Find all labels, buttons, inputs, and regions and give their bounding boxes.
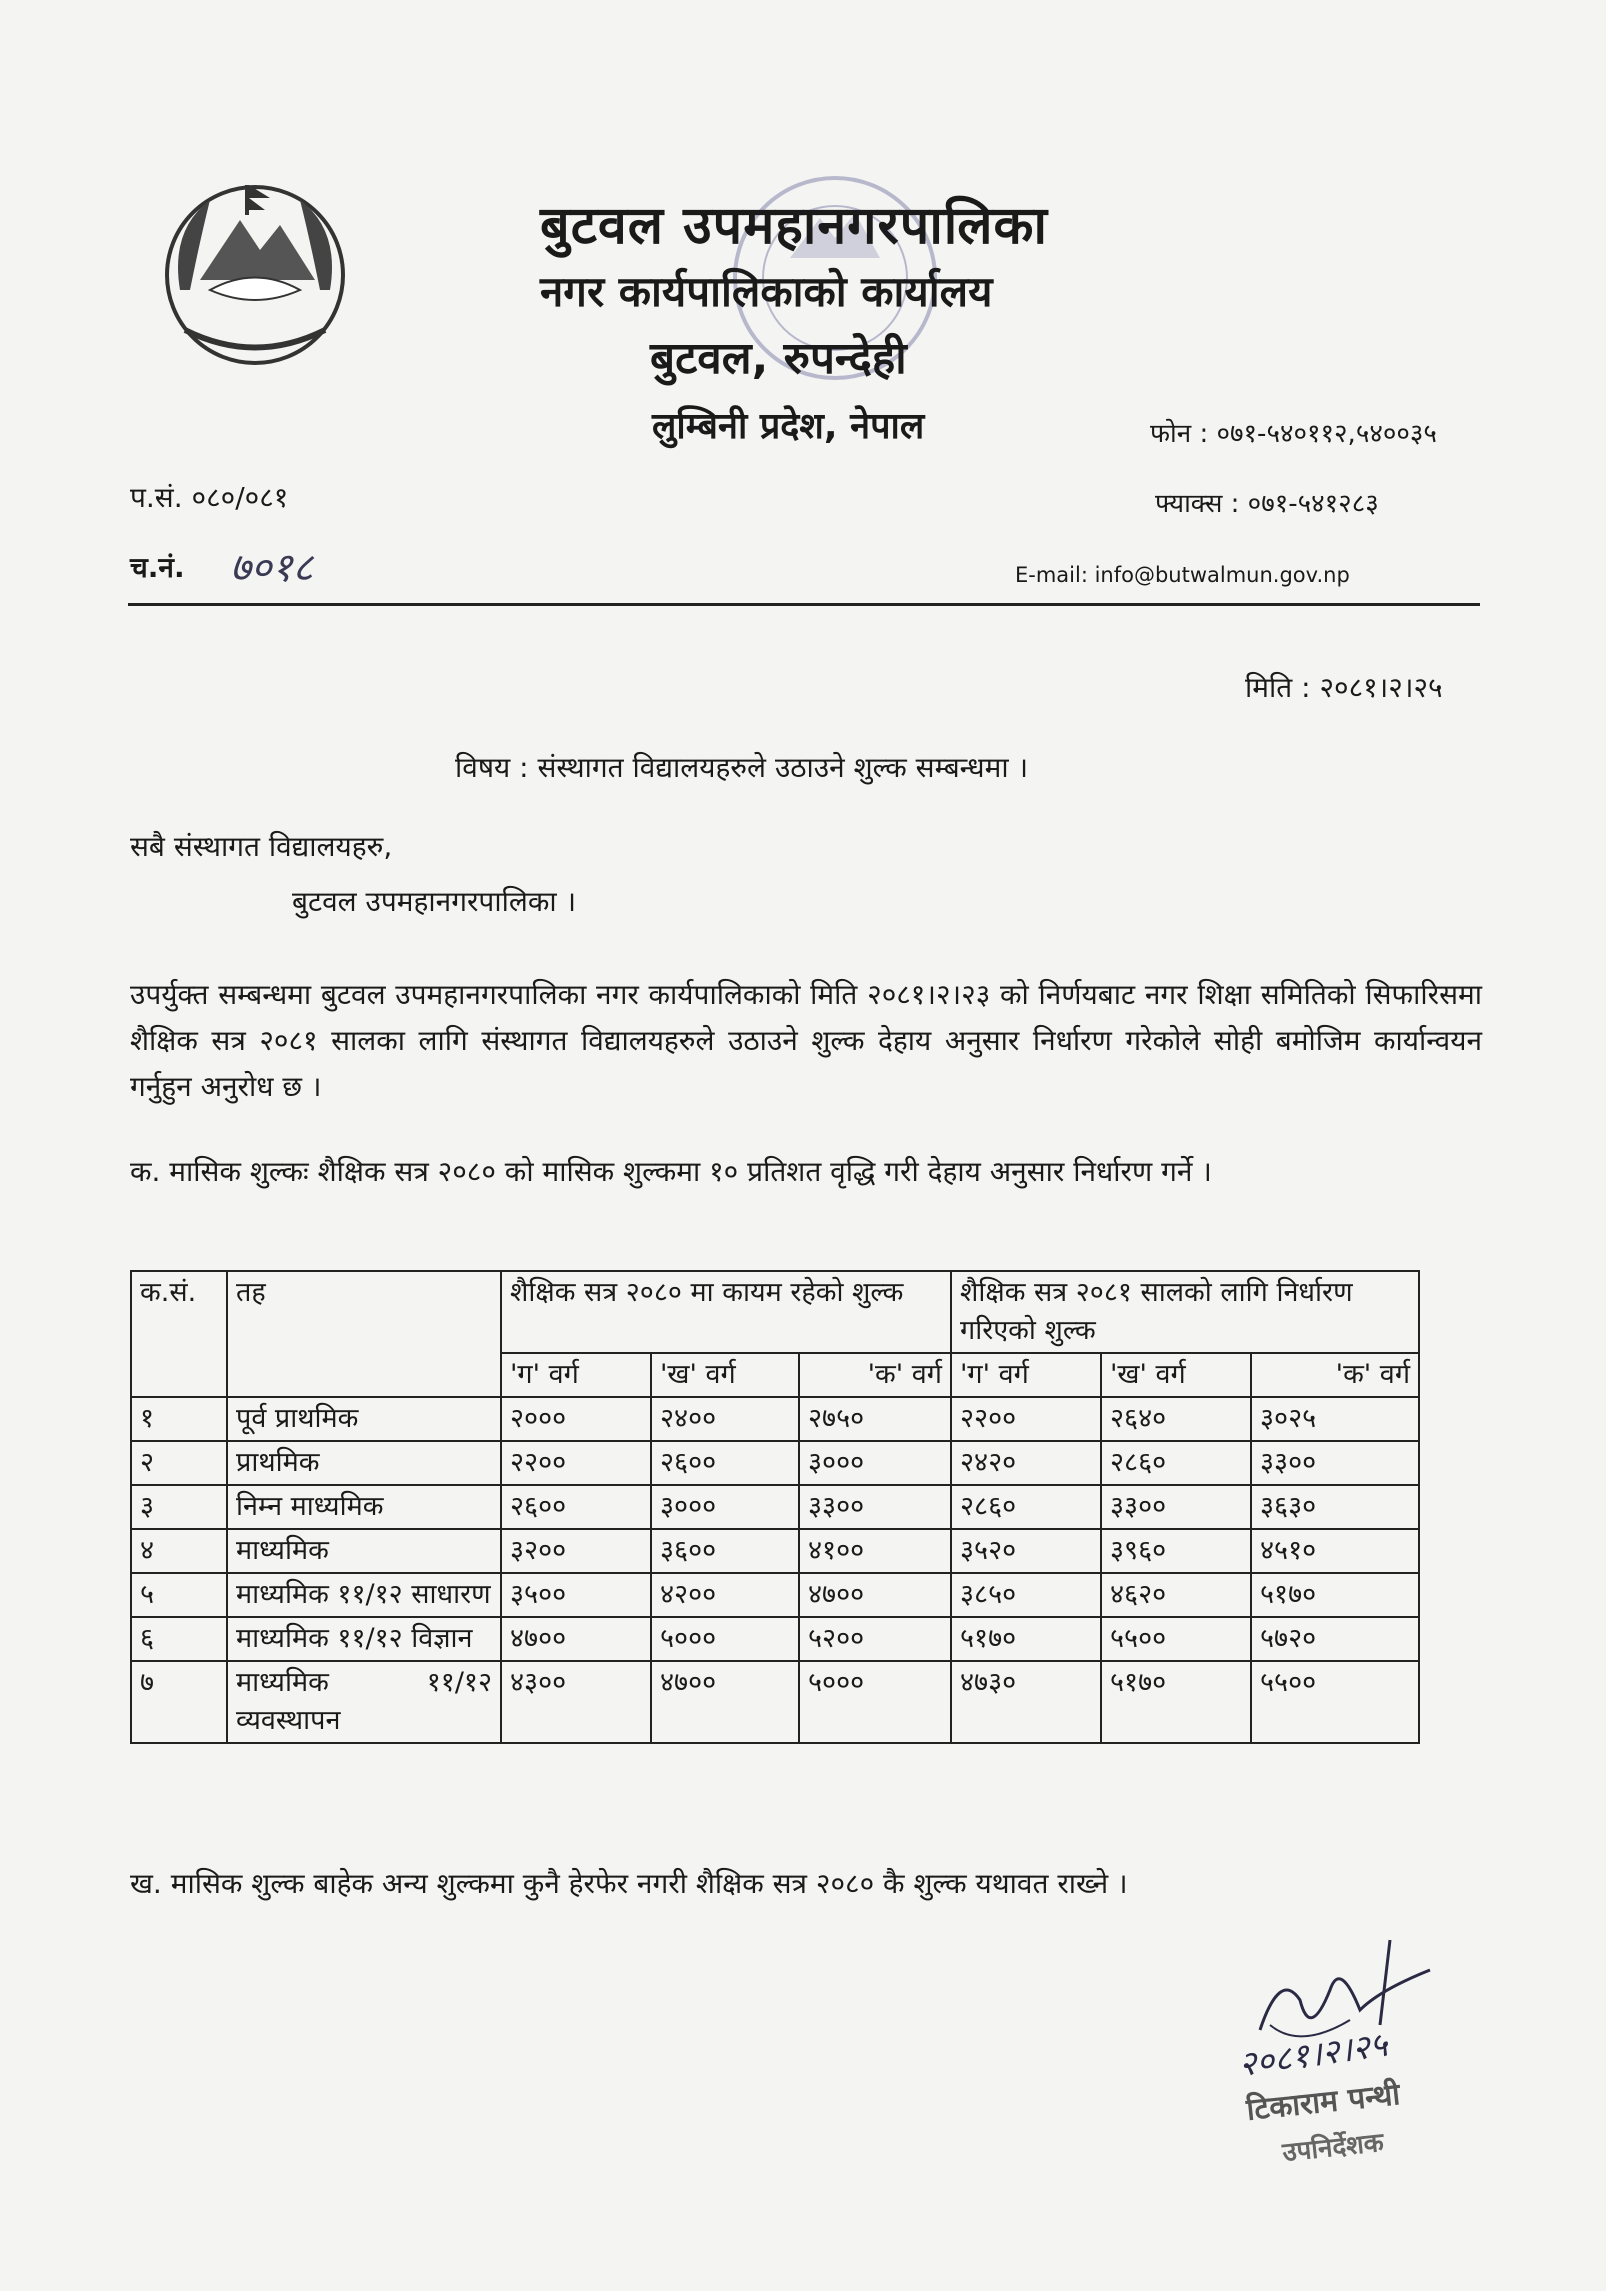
fee-cell: २८६० — [1101, 1441, 1251, 1485]
fee-cell: ५१७० — [1251, 1573, 1419, 1617]
fee-cell: ३९६० — [1101, 1529, 1251, 1573]
fee-cell: ३३०० — [1251, 1441, 1419, 1485]
fee-cell: २६०० — [651, 1441, 799, 1485]
dispatch-label: च.नं. — [130, 551, 185, 584]
fee-cell: ५५०० — [1101, 1617, 1251, 1661]
row-sn: ३ — [131, 1485, 227, 1529]
fee-cell: ३८५० — [951, 1573, 1101, 1617]
fee-cell: ३६३० — [1251, 1485, 1419, 1529]
office-city: बुटवल, रुपन्देही — [650, 333, 907, 384]
table-row — [131, 1485, 1419, 1529]
dispatch-number: ७०१८ — [230, 545, 314, 591]
fee-cell: ३६०० — [651, 1529, 799, 1573]
point-a: क. मासिक शुल्कः शैक्षिक सत्र २०८० को मासिक शुल्कमा १० प्रतिशत वृद्धि गरी देहाय अनुसार निर्धारण गर्ने । — [130, 1155, 1212, 1188]
fee-cell: २६०० — [501, 1485, 651, 1529]
fee-cell: ३३०० — [799, 1485, 951, 1529]
row-level: प्राथमिक — [227, 1441, 501, 1485]
table-row — [131, 1397, 1419, 1441]
fee-cell: ४७०० — [501, 1617, 651, 1661]
fee-cell: ४१०० — [799, 1529, 951, 1573]
fee-cell: ५००० — [651, 1617, 799, 1661]
subheader-cell: 'ग' वर्ग — [951, 1353, 1101, 1397]
fee-cell: ३३०० — [1101, 1485, 1251, 1529]
row-sn: ५ — [131, 1573, 227, 1617]
header-level: तह — [227, 1271, 501, 1397]
row-sn: ६ — [131, 1617, 227, 1661]
subheader-cell: 'ग' वर्ग — [501, 1353, 651, 1397]
subheader-cell: 'क' वर्ग — [799, 1353, 951, 1397]
fee-cell: ३५०० — [501, 1573, 651, 1617]
fee-cell: ३०२५ — [1251, 1397, 1419, 1441]
fee-cell: २२०० — [501, 1441, 651, 1485]
table-row — [131, 1661, 1419, 1743]
letter-subject: विषय : संस्थागत विद्यालयहरुले उठाउने शुल्क सम्बन्धमा । — [455, 751, 1029, 784]
fax-number: फ्याक्स : ०७१-५४१२८३ — [1155, 489, 1379, 519]
subheader-cell: 'ख' वर्ग — [1101, 1353, 1251, 1397]
header-sn: क.सं. — [131, 1271, 227, 1397]
row-level: माध्यमिक ११/१२ विज्ञान — [227, 1617, 501, 1661]
row-sn: ७ — [131, 1661, 227, 1743]
header-new-fee: शैक्षिक सत्र २०८१ सालको लागि निर्धारण गरिएको शुल्क — [951, 1271, 1419, 1353]
fee-cell: ४५१० — [1251, 1529, 1419, 1573]
fee-cell: २६४० — [1101, 1397, 1251, 1441]
addressee-line-1: सबै संस्थागत विद्यालयहरु, — [130, 830, 393, 863]
fee-cell: ३५२० — [951, 1529, 1101, 1573]
row-level: निम्न माध्यमिक — [227, 1485, 501, 1529]
header-divider — [128, 603, 1480, 606]
row-sn: २ — [131, 1441, 227, 1485]
org-name: बुटवल उपमहानगरपालिका — [540, 196, 1048, 256]
addressee-line-2: बुटवल उपमहानगरपालिका । — [292, 885, 577, 918]
nepal-emblem-icon — [150, 170, 360, 370]
fee-cell: २८६० — [951, 1485, 1101, 1529]
point-b: ख. मासिक शुल्क बाहेक अन्य शुल्कमा कुनै हेरफेर नगरी शैक्षिक सत्र २०८० कै शुल्क यथावत राख्ने । — [130, 1867, 1128, 1900]
fee-cell: २२०० — [951, 1397, 1101, 1441]
phone-number: फोन : ०७१-५४०११२,५४००३५ — [1150, 419, 1437, 449]
fee-cell: २००० — [501, 1397, 651, 1441]
fee-cell: २७५० — [799, 1397, 951, 1441]
row-sn: ४ — [131, 1529, 227, 1573]
email-address: E-mail: info@butwalmun.gov.np — [1015, 563, 1350, 587]
fee-cell: ४२०० — [651, 1573, 799, 1617]
fee-cell: ३२०० — [501, 1529, 651, 1573]
table-row — [131, 1573, 1419, 1617]
body-paragraph: उपर्युक्त सम्बन्धमा बुटवल उपमहानगरपालिका नगर कार्यपालिकाको मिति २०८१।२।२३ को निर्णयबाट नगर शिक्षा समितिको सिफारिसमा शैक्षिक सत्र २०८१ सालका लागि संस्थागत विद्यालयहरुले उठाउने शुल्क देहाय अनुसार निर्धारण गरेकोले सोही बमोजिम कार्यान्वयन गर्नुहुन अनुरोध छ । — [130, 978, 1482, 1103]
fee-table — [130, 1270, 1420, 1744]
office-name: नगर कार्यपालिकाको कार्यालय — [540, 267, 993, 316]
signatory-title: उपनिर्देशक — [1280, 2127, 1386, 2169]
signature-date: २०८१।२।२५ — [1236, 2024, 1390, 2086]
subheader-cell: 'ख' वर्ग — [651, 1353, 799, 1397]
fee-cell: ३००० — [799, 1441, 951, 1485]
row-level: माध्यमिक ११/१२ व्यवस्थापन — [227, 1661, 501, 1743]
fee-cell: २४२० — [951, 1441, 1101, 1485]
fee-cell: ५००० — [799, 1661, 951, 1743]
table-row — [131, 1441, 1419, 1485]
row-level: माध्यमिक ११/१२ साधारण — [227, 1573, 501, 1617]
fee-cell: ५७२० — [1251, 1617, 1419, 1661]
row-level: माध्यमिक — [227, 1529, 501, 1573]
fee-cell: ४७३० — [951, 1661, 1101, 1743]
letter-date: मिति : २०८१।२।२५ — [1245, 671, 1443, 704]
reference-number: प.सं. ०८०/०८१ — [130, 481, 289, 514]
fee-cell: ४३०० — [501, 1661, 651, 1743]
fee-cell: ५२०० — [799, 1617, 951, 1661]
subheader-cell: 'क' वर्ग — [1251, 1353, 1419, 1397]
table-row — [131, 1617, 1419, 1661]
fee-cell: ४७०० — [651, 1661, 799, 1743]
fee-cell: २४०० — [651, 1397, 799, 1441]
office-province: लुम्बिनी प्रदेश, नेपाल — [652, 406, 925, 447]
fee-cell: ३००० — [651, 1485, 799, 1529]
fee-cell: ४६२० — [1101, 1573, 1251, 1617]
header-current-fee: शैक्षिक सत्र २०८० मा कायम रहेको शुल्क — [501, 1271, 951, 1353]
fee-cell: ५५०० — [1251, 1661, 1419, 1743]
signatory-name: टिकाराम पन्थी — [1244, 2077, 1402, 2128]
fee-cell: ५१७० — [1101, 1661, 1251, 1743]
table-row — [131, 1529, 1419, 1573]
row-sn: १ — [131, 1397, 227, 1441]
row-level: पूर्व प्राथमिक — [227, 1397, 501, 1441]
fee-cell: ४७०० — [799, 1573, 951, 1617]
fee-cell: ५१७० — [951, 1617, 1101, 1661]
